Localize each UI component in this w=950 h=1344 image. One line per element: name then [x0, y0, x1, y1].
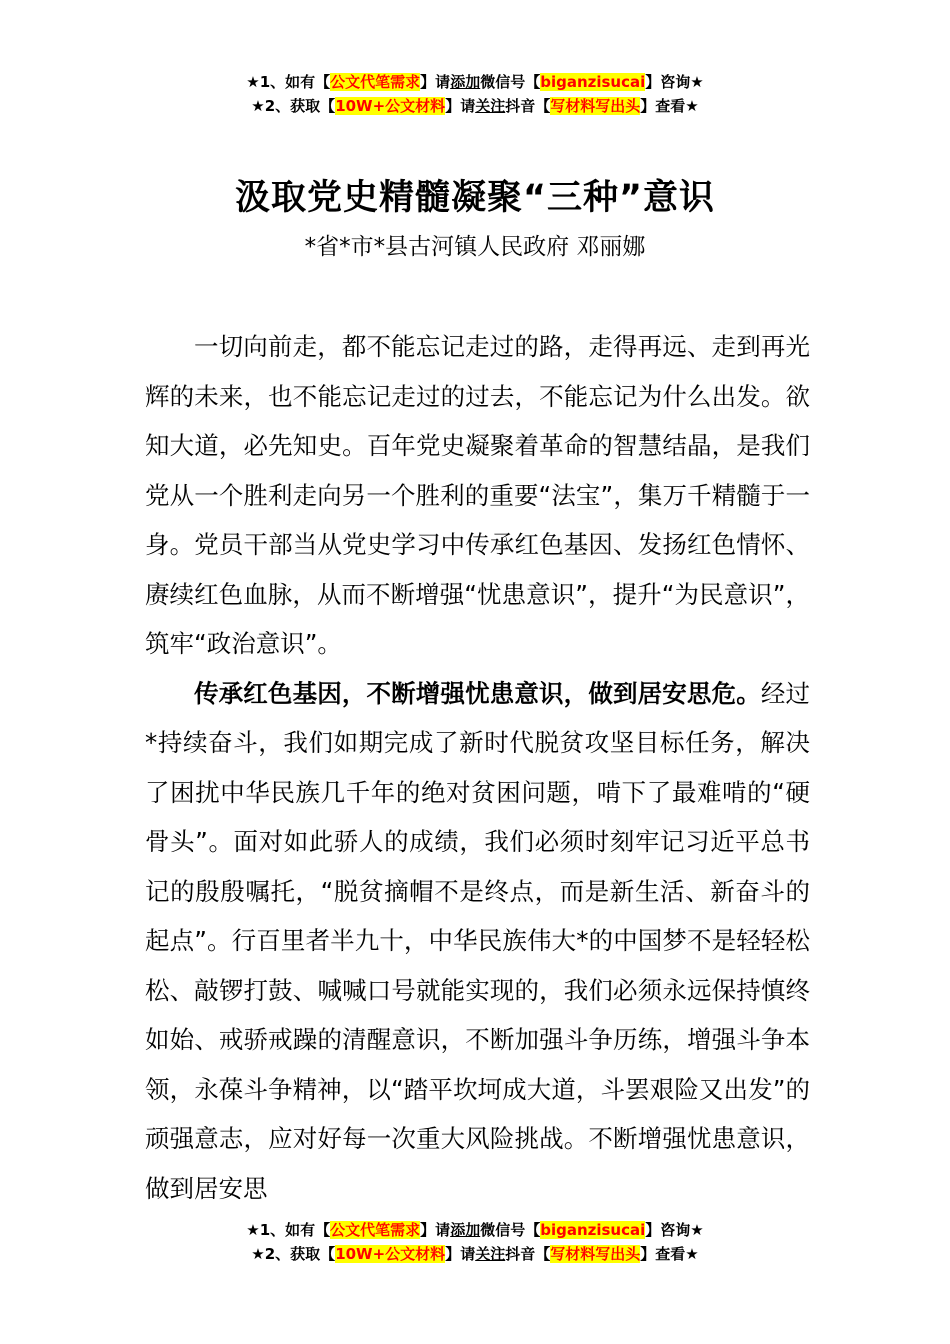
- promo-text: 抖音【: [505, 97, 551, 115]
- paragraph-lead: 传承红色基因，不断增强忧患意识，做到居安思危。: [194, 678, 761, 708]
- promo-line-1: [0, 1218, 950, 1242]
- promo-text: ★2、获取【: [251, 1245, 336, 1263]
- promo-text: 微信号【: [480, 73, 541, 91]
- paragraph-text: 经过*持续奋斗，我们如期完成了新时代脱贫攻坚目标任务，解决了困扰中华民族几千年的绝对贫困问题，啃下了最难啃的“硬骨头”。面对如此骄人的成绩，我们必须时刻牢记习近平总书记的殷殷嘱托，“脱贫摘帽不是终点，而是新生活、新奋斗的起点”。行百里者半九十，中华民族伟大*的中国梦不是轻轻松松、敲锣打鼓、喊喊口号就能实现的，我们必须永远保持慎终如始、戒骄戒躁的清醒意识，不断加强斗争历练，增强斗争本领，永葆斗争精神，以“踏平坎坷成大道，斗罢艰险又出发”的顽强意志，应对好每一次重大风险挑战。不断增强忧患意识，做到居安思: [145, 678, 811, 1203]
- promo-text: ★1、如有【: [246, 1221, 331, 1239]
- promo-text: 微信号【: [480, 1221, 541, 1239]
- document-body: [145, 322, 810, 1213]
- promo-underline: 关注: [475, 97, 506, 115]
- promo-text: 】查看★: [640, 97, 699, 115]
- promo-highlight: biganzisucai: [540, 1221, 646, 1239]
- promo-text: 】咨询★: [645, 1221, 704, 1239]
- promo-highlight: 10W+公文材料: [335, 1245, 446, 1263]
- promo-text: 】请: [445, 1245, 476, 1263]
- promo-highlight: 写材料写出头: [550, 1245, 641, 1263]
- promo-text: 】请: [420, 73, 451, 91]
- promo-highlight: 10W+公文材料: [335, 97, 446, 115]
- promo-text: 】请: [445, 97, 476, 115]
- promo-text: ★1、如有【: [246, 73, 331, 91]
- promo-text: 】查看★: [640, 1245, 699, 1263]
- promo-text: 】咨询★: [645, 73, 704, 91]
- promo-highlight: 写材料写出头: [550, 97, 641, 115]
- header-promo-banner: [0, 70, 950, 118]
- document-author: *省*市*县古河镇人民政府 邓丽娜: [304, 234, 646, 260]
- promo-highlight: biganzisucai: [540, 73, 646, 91]
- promo-line-1: [0, 70, 950, 94]
- promo-line-2: [0, 1242, 950, 1266]
- promo-text: 抖音【: [505, 1245, 551, 1263]
- promo-highlight: 公文代笔需求: [330, 1221, 421, 1239]
- promo-underline: 添加: [450, 73, 481, 91]
- body-paragraph: [145, 322, 810, 669]
- document-title: 汲取党史精髓凝聚“三种”意识: [234, 178, 715, 218]
- paragraph-text: 一切向前走，都不能忘记走过的路，走得再远、走到再光辉的未来，也不能忘记走过的过去，不能忘记为什么出发。欲知大道，必先知史。百年党史凝聚着革命的智慧结晶，是我们党从一个胜利走向另一个胜利的重要“法宝”，集万千精髓于一身。党员干部当从党史学习中传承红色基因、发扬红色情怀、赓续红色血脉，从而不断增强“忧患意识”，提升“为民意识”，筑牢“政治意识”。: [145, 332, 810, 658]
- promo-highlight: 公文代笔需求: [330, 73, 421, 91]
- promo-text: 】请: [420, 1221, 451, 1239]
- promo-underline: 关注: [475, 1245, 506, 1263]
- promo-line-2: [0, 94, 950, 118]
- promo-text: ★2、获取【: [251, 97, 336, 115]
- body-paragraph: [145, 669, 810, 1214]
- promo-underline: 添加: [450, 1221, 481, 1239]
- footer-promo-banner: [0, 1218, 950, 1266]
